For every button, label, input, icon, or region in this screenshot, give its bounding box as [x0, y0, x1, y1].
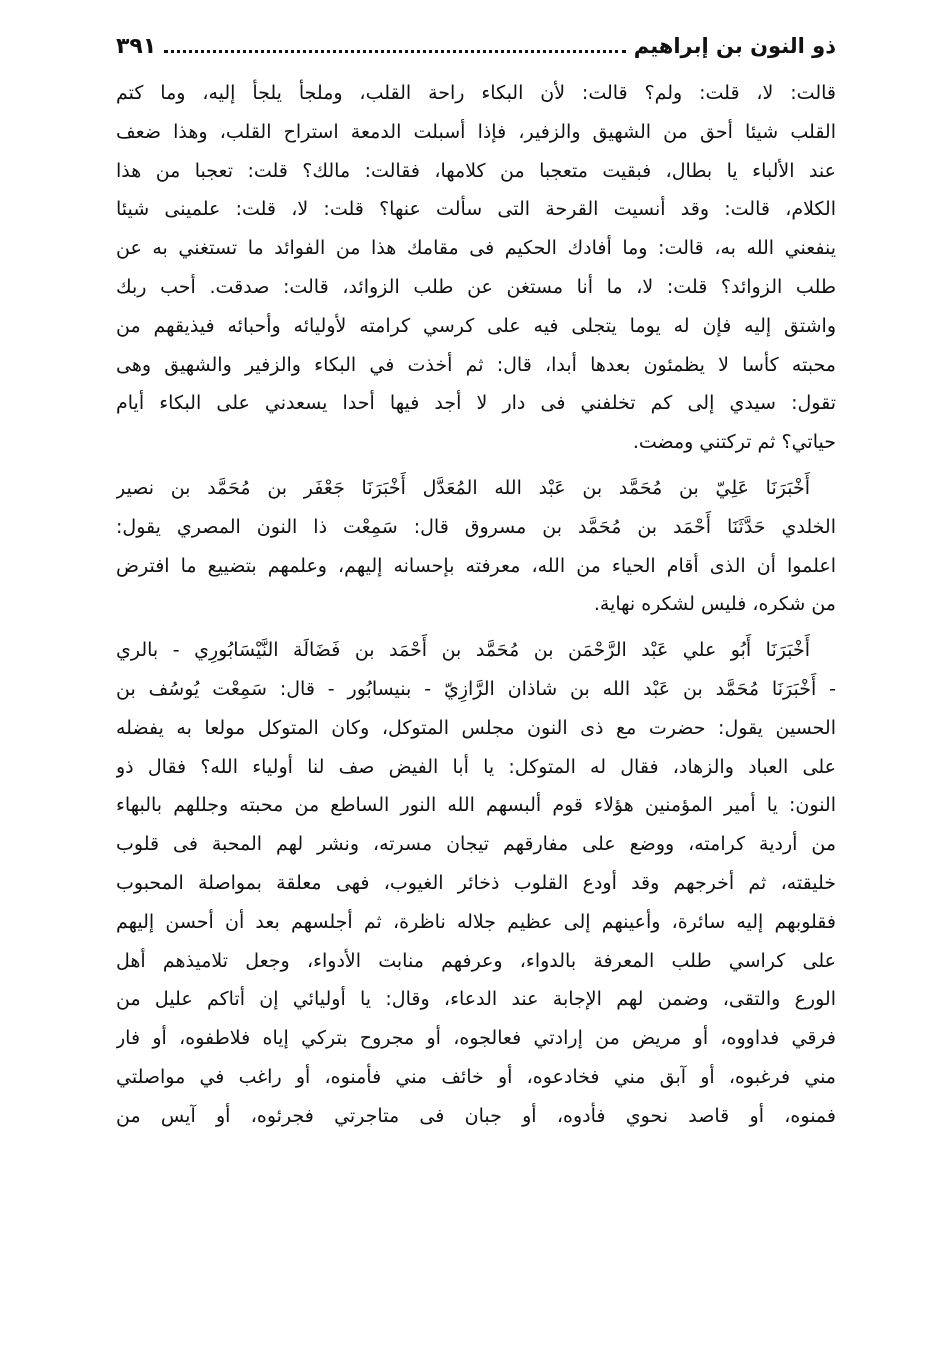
header-leader-dots	[164, 36, 625, 53]
text-line: عند الألباء يا بطال، فبقيت متعجبا من كلامها، فقالت: مالك؟ قلت: تعجبا من هذا	[116, 159, 836, 182]
text-line: فقلوبهم إليه سائرة، وأعينهم إلى عظيم جلاله ناظرة، ثم أجلسهم بعد أن أحسن إليهم	[116, 910, 836, 933]
text-line: تقول: سيدي إلى كم تخلفني فى دار لا أجد فيها أحدا يسعدني على البكاء أيام	[116, 392, 836, 415]
text-line: أَخْبَرَنَا أَبُو علي عَبْد الرَّحْمَن بن مُحَمَّد بن أَحْمَد بن فَضَالَة النَّيْسَابُورِي - بالري	[116, 639, 810, 662]
text-line: على كراسي طلب المعرفة بالدواء، وعرفهم منابت الأدواء، وجعل تلاميذهم أهل	[116, 949, 836, 972]
paragraph-2	[116, 469, 836, 624]
text-line: - أَخْبَرَنَا مُحَمَّد بن عَبْد الله بن شاذان الرَّازِيّ - بنيسابُور - قال: سَمِعْت يُوسُف بن	[116, 677, 836, 700]
text-line: خليقته، ثم أخرجهم وقد أودع القلوب ذخائر الغيوب، فهى معلقة بمواصلة المحبوب	[116, 871, 836, 894]
text-line: على العباد والزهاد، فقال له المتوكل: يا أبا الفيض صف لنا أولياء الله؟ فقال ذو	[116, 755, 836, 778]
text-line: من أردية كرامته، ووضع على مفارقهم تيجان مسرته، ونشر لهم المحبة فى قلوب	[116, 833, 836, 856]
text-line: القلب شيئا أحق من الشهيق والزفير، فإذا أسبلت الدمعة استراح القلب، وهذا ضعف	[116, 120, 836, 143]
text-line: اعلموا أن الذى أقام الحياء من الله، معرفته بإحسانه إليهم، وعلمهم بتضييع ما افترض	[116, 554, 836, 577]
text-line: حياتي؟ ثم تركتني ومضت.	[632, 431, 836, 454]
text-line: الخلدي حَدَّثَنَا أَحْمَد بن مُحَمَّد بن مسروق قال: سَمِعْت ذا النون المصري يقول:	[116, 515, 836, 538]
text-line: من شكره، فليس لشكره نهاية.	[593, 593, 836, 616]
text-line: مني فرغبوه، أو آبق مني فخادعوه، أو خائف مني فأمنوه، أو راغب في مواصلتي	[116, 1065, 836, 1088]
text-line: فمنوه، أو قاصد نحوي فأدوه، أو جبان فى متاجرتي فجرئوه، أو آيس من	[116, 1104, 836, 1127]
text-line: ينفعني الله به، قالت: وما أفادك الحكيم فى مقامك هذا من الفوائد ما تستغني به عن	[116, 237, 836, 260]
paragraph-1	[116, 74, 836, 462]
running-header	[116, 34, 836, 68]
header-title: ذو النون بن إبراهيم	[633, 34, 836, 58]
text-line: الورع والتقى، وضمن لهم الإجابة عند الدعاء، وقال: يا أوليائي إن أتاكم عليل من	[116, 988, 836, 1011]
text-line: النون: يا أمير المؤمنين هؤلاء قوم ألبسهم الله النور الساطع من محبته وجللهم بالبهاء	[116, 794, 836, 817]
text-line: أَخْبَرَنَا عَلِيّ بن مُحَمَّد بن عَبْد الله المُعَدَّل أَخْبَرَنَا جَعْفَر بن مُحَمَّد بن نصير	[116, 476, 810, 499]
text-line: الحسين يقول: حضرت مع ذى النون مجلس المتوكل، وكان المتوكل مولعا به يفضله	[116, 716, 836, 739]
text-line: طلب الزوائد؟ قلت: لا، ما أنا مستغن عن طلب الزوائد، قالت: صدقت. أحب ربك	[116, 275, 836, 298]
text-line: قالت: لا، قلت: ولم؟ قالت: لأن البكاء راحة القلب، وملجأ يلجأ إليه، وما كتم	[116, 82, 836, 104]
text-line: فرقي فداووه، أو مريض من إرادتي فعالجوه، أو مجروح بتركي إياه فلاطفوه، أو فار	[116, 1027, 836, 1050]
text-line: واشتق إليه فإن له يوما يتجلى فيه على كرسي كرامته لأوليائه وأحبائه فيذيقهم من	[116, 314, 836, 337]
page-body	[116, 74, 836, 1136]
book-page	[116, 34, 836, 1136]
paragraph-3	[116, 631, 836, 1135]
text-line: الكلام، قالت: وقد أنسيت القرحة التى سألت عنها؟ قلت: لا، قلت: علمينى شيئا	[116, 198, 836, 221]
page-number: ٣٩١	[116, 34, 157, 59]
text-line: محبته كأسا لا يظمئون بعدها أبدا، قال: ثم أخذت في البكاء والزفير والشهيق وهى	[116, 353, 836, 376]
